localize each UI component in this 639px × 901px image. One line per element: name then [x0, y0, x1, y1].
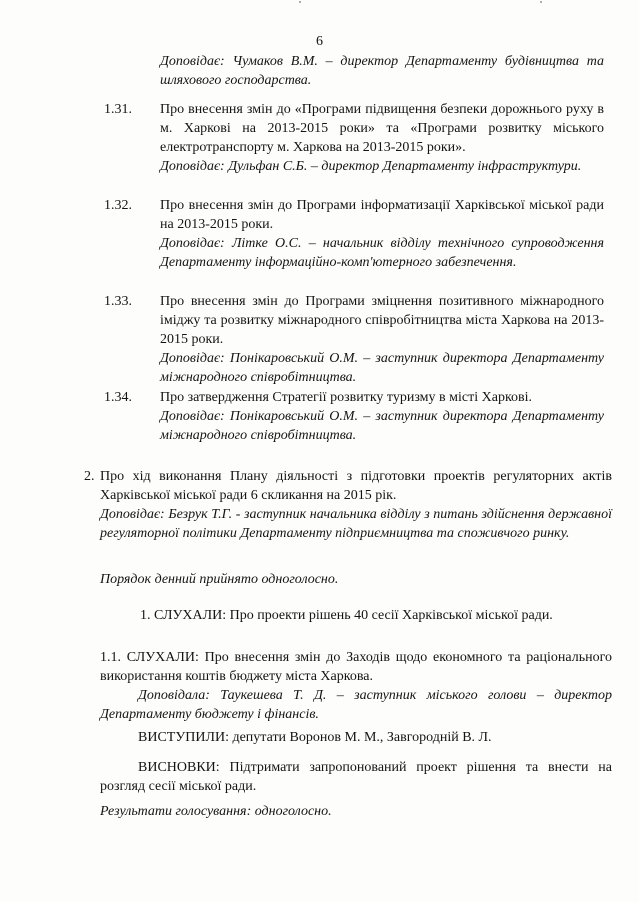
- heard-heading: 1. СЛУХАЛИ: Про проекти рішень 40 сесії Харківської міської ради.: [140, 608, 553, 623]
- agenda-item-1-33: [160, 292, 604, 387]
- conclusions-block: [100, 758, 612, 796]
- spoke-label: ВИСТУПИЛИ:: [138, 730, 229, 745]
- heard-item-1-1: [100, 648, 612, 686]
- agenda-item-number: 2.: [84, 469, 95, 484]
- heard-label: 1.1. СЛУХАЛИ:: [100, 650, 199, 665]
- agenda-item-title: Про внесення змін до Програми зміцнення позитивного міжнародного іміджу та розвитку міжнародного співробітництва міста Харкова на 2013-2015 роки.: [160, 294, 604, 347]
- agenda-item-speaker: Доповідає: Понікаровський О.М. – заступник директора Департаменту міжнародного співробітництва.: [160, 409, 604, 443]
- agenda-item-number: 1.31.: [104, 102, 132, 117]
- agenda-item-speaker: Доповідає: Безрук Т.Г. - заступник начальника відділу з питань здійснення державної регуляторної політики Департаменту підприємництва та споживчого ринку.: [100, 507, 612, 541]
- heard-item-1-1-speaker: Доповідала: Таукешева Т. Д. – заступник міського голови – директор Департаменту бюджету і фінансів.: [100, 688, 612, 722]
- agenda-item-title: Про внесення змін до «Програми підвищення безпеки дорожнього руху в м. Харкові на 2013-2015 роки» та «Програми розвитку міського електротранспорту м. Харкова на 2013-2015 роки».: [160, 102, 604, 155]
- spoke-line: [138, 728, 612, 747]
- intro-speaker: Доповідає: Чумаков В.М. – директор Департаменту будівництва та шляхового господарства.: [160, 54, 604, 88]
- page-number: 6: [316, 34, 323, 49]
- agenda-item-number: 1.32.: [104, 198, 132, 213]
- agenda-item-1-34: [160, 388, 604, 445]
- scan-edge-marks: [0, 0, 639, 6]
- heard-text: Про внесення змін до Заходів щодо економного та раціонального використання коштів бюджету міста Харкова.: [100, 650, 612, 684]
- agenda-item-title: Про внесення змін до Програми інформатизації Харківської міської ради на 2013-2015 роки.: [160, 198, 604, 232]
- agenda-item-speaker: Доповідає: Понікаровський О.М. – заступник директора Департаменту міжнародного співробітництва.: [160, 351, 604, 385]
- spoke-text: депутати Воронов М. М., Завгородній В. Л.: [232, 730, 492, 745]
- agenda-item-2: [100, 467, 612, 543]
- conclusions-label: ВИСНОВКИ:: [138, 760, 220, 775]
- agenda-adopted-note: Порядок денний прийнято одноголосно.: [100, 572, 339, 587]
- conclusions-text: Підтримати запропонований проект рішення та внести на розгляд сесії міської ради.: [100, 760, 613, 794]
- agenda-item-1-32: [160, 196, 604, 272]
- agenda-item-title: Про затвердження Стратегії розвитку туризму в місті Харкові.: [160, 390, 533, 405]
- agenda-item-1-31: [160, 100, 604, 176]
- agenda-item-number: 1.34.: [104, 390, 132, 405]
- agenda-item-title: Про хід виконання Плану діяльності з підготовки проектів регуляторних актів Харківської міської ради 6 скликання на 2015 рік.: [100, 469, 612, 503]
- agenda-item-speaker: Доповідає: Дульфан С.Б. – директор Департаменту інфраструктури.: [160, 159, 582, 174]
- agenda-item-number: 1.33.: [104, 294, 132, 309]
- agenda-item-speaker: Доповідає: Літке О.С. – начальник відділу технічного супроводження Департаменту інформаційно-комп'ютерного забезпечення.: [160, 236, 604, 270]
- voting-result: Результати голосування: одноголосно.: [100, 804, 332, 819]
